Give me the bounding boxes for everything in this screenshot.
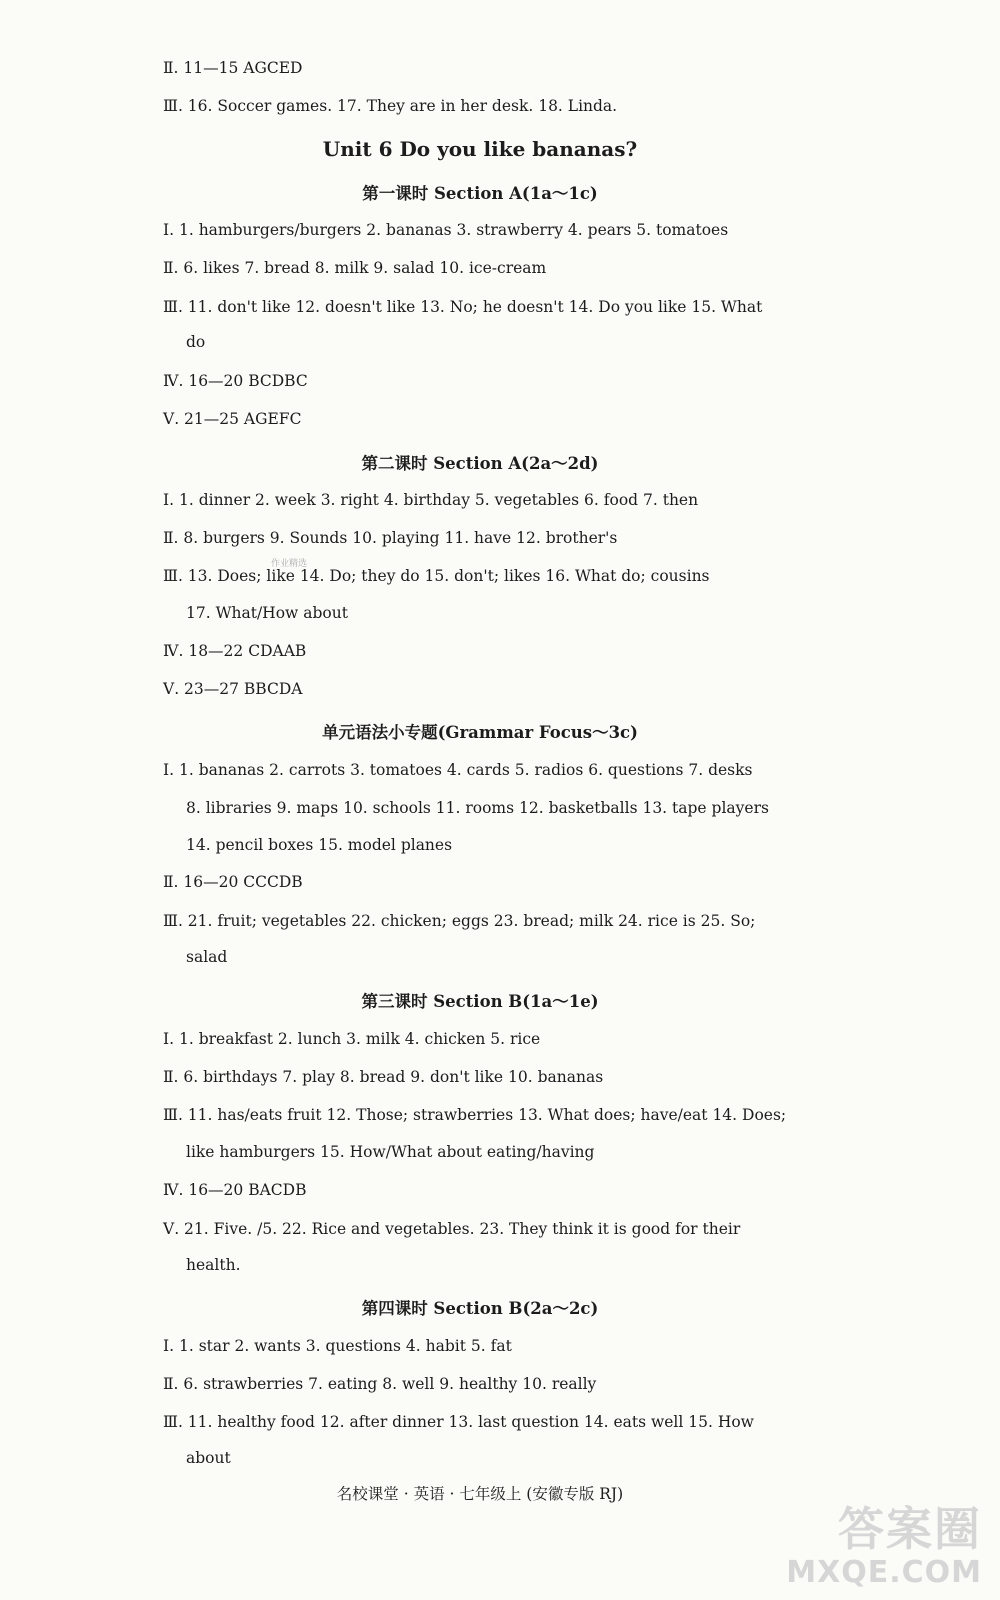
answer-line: Ⅳ. 16—20 BACDB xyxy=(163,1181,307,1199)
page-footer: 名校课堂 · 英语 · 七年级上 (安徽专版 RJ) xyxy=(336,1485,624,1503)
section-title: 第三课时 Section B(1a～1e) xyxy=(361,992,599,1011)
answer-line: Ⅴ. 21. Five. /5. 22. Rice and vegetables. 23. They think it is good for their xyxy=(163,1220,741,1238)
answer-line: Ⅰ. 1. hamburgers/burgers 2. bananas 3. strawberry 4. pears 5. tomatoes xyxy=(163,221,729,239)
answer-line: Ⅱ. 6. strawberries 7. eating 8. well 9. healthy 10. really xyxy=(163,1375,597,1393)
answer-line: Ⅴ. 23—27 BBCDA xyxy=(163,680,303,698)
watermark-logo xyxy=(786,1502,982,1590)
section-title: 第一课时 Section A(1a～1c) xyxy=(362,184,598,203)
answer-line-continuation: 17. What/How about xyxy=(186,604,348,622)
answer-line: Ⅱ. 6. likes 7. bread 8. milk 9. salad 10. ice-cream xyxy=(163,259,547,277)
unit-title: Unit 6 Do you like bananas? xyxy=(322,137,638,161)
answer-line: Ⅴ. 21—25 AGEFC xyxy=(163,410,302,428)
answer-line: Ⅳ. 16—20 BCDBC xyxy=(163,372,308,390)
answer-line: Ⅱ. 8. burgers 9. Sounds 10. playing 11. have 12. brother's xyxy=(163,529,618,547)
watermark-text: 答案圈 xyxy=(838,1502,982,1556)
answer-line: Ⅲ. 11. healthy food 12. after dinner 13. last question 14. eats well 15. How xyxy=(163,1413,754,1431)
answer-line-continuation: salad xyxy=(186,948,228,966)
section-title: 第二课时 Section A(2a～2d) xyxy=(361,454,599,473)
section-title: 第四课时 Section B(2a～2c) xyxy=(361,1299,599,1318)
answer-line-continuation: 14. pencil boxes 15. model planes xyxy=(186,836,453,854)
answer-line: Ⅰ. 1. bananas 2. carrots 3. tomatoes 4. cards 5. radios 6. questions 7. desks xyxy=(163,761,753,779)
answer-line: Ⅱ. 6. birthdays 7. play 8. bread 9. don't like 10. bananas xyxy=(163,1068,604,1086)
section-title: 单元语法小专题(Grammar Focus～3c) xyxy=(322,723,638,742)
answer-line: Ⅰ. 1. star 2. wants 3. questions 4. habit 5. fat xyxy=(163,1337,512,1355)
answer-line: Ⅲ. 21. fruit; vegetables 22. chicken; eggs 23. bread; milk 24. rice is 25. So; xyxy=(163,912,756,930)
answer-line: Ⅳ. 18—22 CDAAB xyxy=(163,642,307,660)
answer-line-continuation: 8. libraries 9. maps 10. schools 11. rooms 12. basketballs 13. tape players xyxy=(186,799,769,817)
answer-line: Ⅱ. 16—20 CCCDB xyxy=(163,873,303,891)
answer-line-continuation: health. xyxy=(186,1256,241,1274)
answer-line: Ⅲ. 16. Soccer games. 17. They are in her desk. 18. Linda. xyxy=(163,97,618,115)
answer-line: Ⅰ. 1. dinner 2. week 3. right 4. birthday 5. vegetables 6. food 7. then xyxy=(163,491,699,509)
answer-line: Ⅰ. 1. breakfast 2. lunch 3. milk 4. chicken 5. rice xyxy=(163,1030,541,1048)
answer-line-continuation: about xyxy=(186,1449,231,1467)
answer-line: Ⅲ. 11. has/eats fruit 12. Those; strawberries 13. What does; have/eat 14. Does; xyxy=(163,1106,787,1124)
answer-line: Ⅲ. 13. Does; like 14. Do; they do 15. don't; likes 16. What do; cousins xyxy=(163,567,710,585)
answer-line-continuation: do xyxy=(186,333,206,351)
answer-line: Ⅱ. 11—15 AGCED xyxy=(163,59,303,77)
watermark-url: MXQE.COM xyxy=(786,1555,982,1590)
stamp-mark: 作业精选 xyxy=(270,559,307,569)
answer-line-continuation: like hamburgers 15. How/What about eating/having xyxy=(186,1143,595,1161)
answer-line: Ⅲ. 11. don't like 12. doesn't like 13. No; he doesn't 14. Do you like 15. What xyxy=(163,298,763,316)
